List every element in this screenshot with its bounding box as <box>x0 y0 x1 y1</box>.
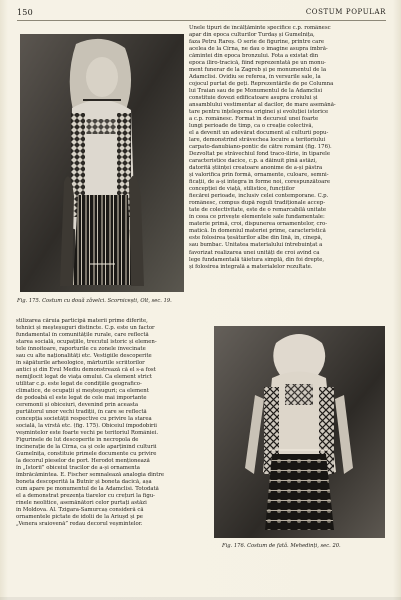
text-line: materie primă, croi, dispunerea ornamentelor, cro- <box>189 221 328 228</box>
text-line: apar din epoca culturilor Turdaș și Gumelnița, <box>189 32 315 39</box>
text-line: Adamclisi. Ovidiu se referea, în versurile sale, la <box>189 74 321 81</box>
text-line: ceremonii și obiceiuri, devenind prin aceasta <box>16 402 139 409</box>
text-line: tate de colectivitate, este de o remarcabilă unitate <box>189 207 327 214</box>
text-line: românesc, compus după reguli tradiționale accep- <box>189 200 326 207</box>
text-line: datorită științei creatoare anonime de a-și păstra <box>189 165 323 172</box>
figure-175-photo <box>20 34 184 292</box>
text-line: tele înnoitoare, raporturile cu zonele învecinate <box>16 346 146 353</box>
figure-176-caption: Fig. 176. Costum de fată. Mehedinți, sec. 20. <box>222 543 341 549</box>
text-line: în ceea ce privește elementele sale fundamentale: <box>189 214 325 221</box>
text-line: ansamblului vestimentar al dacilor, de mare asemănă- <box>189 102 336 109</box>
text-line: concepția societății respective cu privire la starea <box>16 416 152 423</box>
text-line: lungi perioade de timp, ca o creație colectivă, <box>189 123 314 130</box>
text-line: fundamental în comunitățile rurale, care reflectă <box>16 332 149 339</box>
text-line: lege fundamentală tăietura simplă, din foi drepte, <box>189 256 325 263</box>
text-line: în săpăturile arheologice, mărturiile scriitorilor <box>16 360 145 367</box>
text-line: de podoabă el este legat de cele mai importante <box>16 395 147 402</box>
text-line: și folosirea integrală a materialelor rezultate. <box>189 263 313 270</box>
text-line: epoca iliro-tracică, fiind reprezentată pe un monu- <box>189 60 326 67</box>
running-head: COSTUM POPULAR <box>305 8 386 16</box>
text-line: antici și din Evul Mediu demonstrează că el s-a fost <box>16 367 156 374</box>
text-line: a c.p. românesc. Format în decursul unei foarte <box>189 116 319 123</box>
text-line: socială, la vîrstă etc. (fig. 175). Obiceiul împodobirii <box>16 423 158 430</box>
text-line: stilizarea căruia participă materii prime diferite, <box>16 318 148 324</box>
text-line: îmbrăcămintea. E. Fischer semnalează analogia dintre <box>16 472 165 479</box>
costume-photo-illustration <box>214 326 385 538</box>
header-rule <box>17 20 386 21</box>
text-line: favorizat realizarea unei unități de croi avînd ca <box>189 249 320 256</box>
text-line: Dezvoltat pe străvechiul fond traco-ilirie, în tiparele <box>189 151 330 158</box>
text-line: sau cu alte naționalități etc. Vestigiile descoperite <box>16 353 152 360</box>
text-line: el a demonstrat prezența tiarelor cu crețuri la figu- <box>16 493 155 500</box>
text-line: rinele neolitice, asemănători celor purtați astăzi <box>16 500 147 507</box>
text-line: Unele tipuri de încălțăminte specifice c.p. românesc <box>189 25 331 31</box>
text-line: și valorifica prin formă, ornamente, culoare, semni- <box>189 172 329 179</box>
text-line: Figurinele de lut descoperite în necropola de <box>16 437 139 444</box>
text-line: faza Petru Rareș. O serie de figurine, printre care <box>189 39 325 46</box>
left-column-text <box>16 318 210 528</box>
costume-photo-illustration <box>20 34 184 292</box>
text-line: sau bumbac. Unitatea materialului întrebuințat a <box>189 242 323 249</box>
text-line: incinerație de la Cîrna, ca și cele aparținînd culturii <box>16 444 157 451</box>
text-line: la decorul pieselor de port. Herodot menționează <box>16 458 150 465</box>
text-line: constituie dovezi edificatoare asupra croiului și <box>189 95 318 102</box>
text-line: cum apare pe monumentul de la Adamclisi. Totodată <box>16 486 159 493</box>
text-line: concepției de viață, stilistice, funcțiilor <box>189 186 295 193</box>
text-line: cămintei din epoca bronzului. Fota a existat din <box>189 53 319 60</box>
text-line: este folosirea țesăturilor albe din lînă, in, cînepă, <box>189 235 323 242</box>
text-line: el a devenit un adevărat document al culturii popu- <box>189 130 329 137</box>
text-line: carpato-danubiano-pontic de către români (fig. 176). <box>189 144 332 151</box>
text-line: ment funerar de la Zagreb și pe monumentul de la <box>189 67 327 74</box>
text-line: purtătorul unor vechi tradiții, în care se reflectă <box>16 409 147 416</box>
figure-175-caption: Fig. 175. Costum cu două zăvelci. Scornicești, Olt, sec. 19. <box>17 298 172 304</box>
text-line: ornamentele pictate de idolii de la Ariușd și pe <box>16 514 143 521</box>
text-line: „Venera sraiovenă” redau decorul veșmintelor. <box>16 521 143 528</box>
text-line: lui Traian sau de pe Monumentul de la Adamclisi <box>189 88 323 95</box>
page-number: 150 <box>17 8 33 17</box>
text-line: acelea de la Cîrna, ne dau o imagine asupra îmbră- <box>189 46 328 53</box>
text-line: tehnici și meșteșuguri distincte. C.p. este un factor <box>16 325 155 332</box>
text-line: în Moldova. Al. Tzigara-Samurcaș consideră că <box>16 507 144 514</box>
figure-176-photo <box>214 326 385 538</box>
text-line: cojocul purtat de geți. Reprezentările de pe Columna <box>189 81 334 88</box>
text-line: ficații, de a-și integra în forme noi, corespunzătoare <box>189 179 330 186</box>
text-line: matică. În domeniul materiei prime, caracteristică <box>189 228 326 235</box>
text-line: în „Istorii” obiceiul tracilor de a-și ornamenta <box>16 465 140 472</box>
text-line: lare, demonstrînd străvechea locuire a teritoriului <box>189 137 326 144</box>
text-line: Gumelnița, constituie primele documente cu privire <box>16 451 157 458</box>
text-line: caracteristice dacice, c.p. a dăinuit pînă astăzi, <box>189 158 317 165</box>
text-line: starea socială, ocupațiile, trecutul istoric și elemen- <box>16 339 157 346</box>
text-line: tare pentru înțelegerea originei și evoluției istorice <box>189 109 329 116</box>
text-line: utilitar c.p. este legat de condițiile geografico- <box>16 381 142 388</box>
text-line: nemijlocit legat de viața omului. Ca element strict <box>16 374 152 381</box>
right-column-text <box>189 25 386 271</box>
text-line: veșmintelor este foarte vechi pe teritoriul României. <box>16 430 159 437</box>
text-line: fiecărei perioade, inclusiv celei contemporane. C.p. <box>189 193 329 200</box>
text-line: boneta descoperită la Butnir și boneta dacică, așa <box>16 479 152 486</box>
text-line: climatice, de ocupații și meșteșuguri; ca element <box>16 388 149 395</box>
